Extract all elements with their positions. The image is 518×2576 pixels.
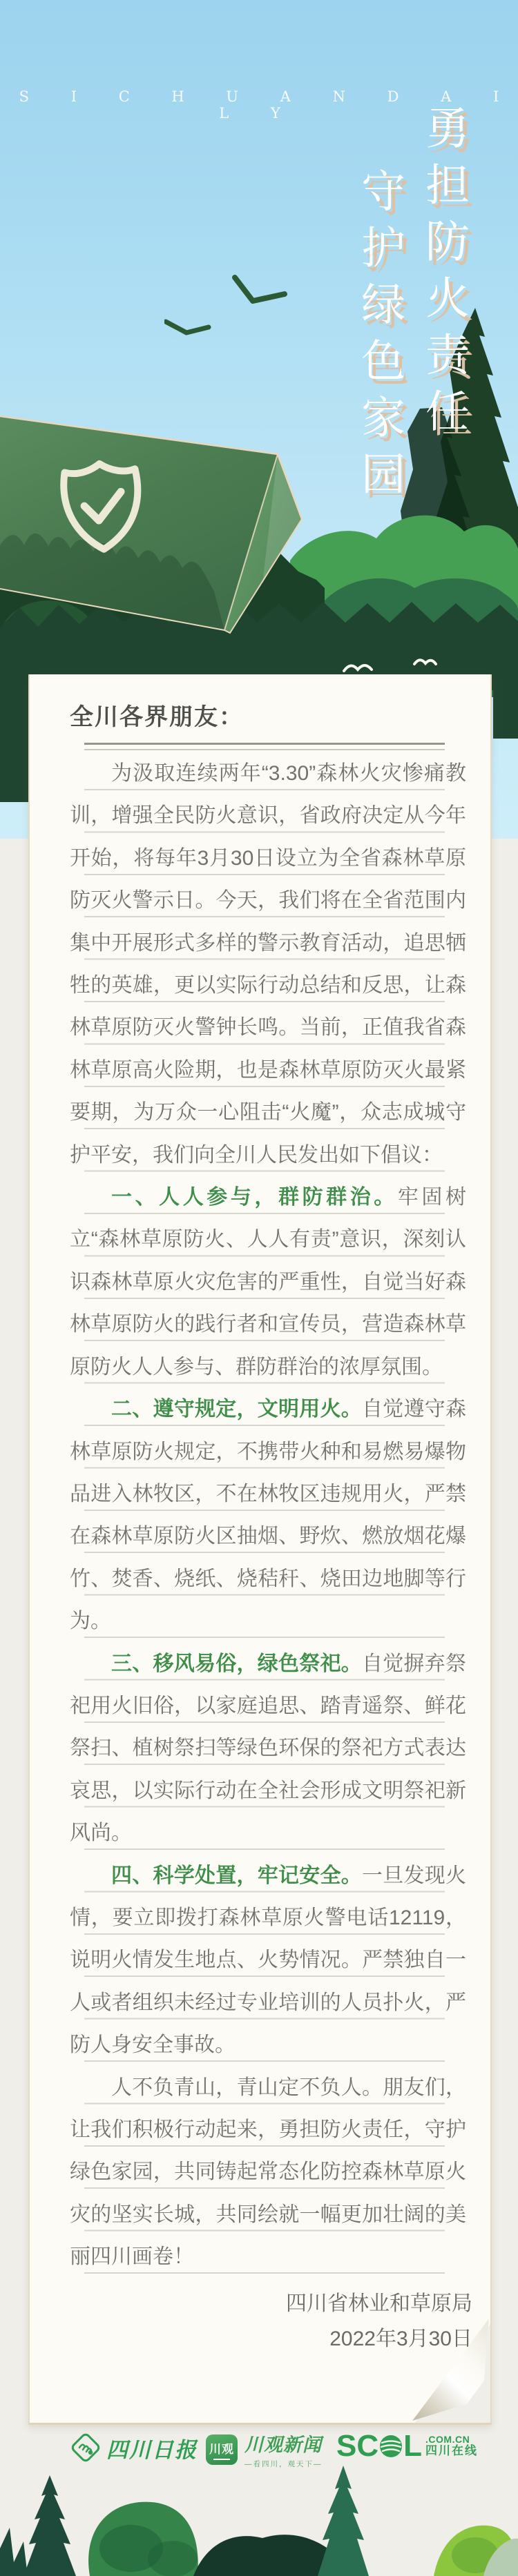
scol-cn-name: 四川在线 xyxy=(425,2444,479,2458)
chuanguan-news-logo xyxy=(206,2430,323,2469)
footer-logo-row xyxy=(0,2428,518,2470)
chuanguan-app-icon: 川观 xyxy=(206,2434,238,2465)
letter-paragraph: 人不负青山，青山定不负人。朋友们，让我们积极行动起来，勇担防火责任，守护绿色家园，共同铸起常态化防控森林草原火灾的坚实长城，共同绘就一幅更加壮阔的美丽四川画卷！ xyxy=(70,2076,466,2269)
salutation-divider xyxy=(84,743,445,750)
letter-salutation: 全川各界朋友： xyxy=(70,704,244,730)
masthead-brand: S I C H U A N D A I L Y xyxy=(19,88,518,121)
letter-paragraph: 为汲取连续两年“3.30”森林火灾惨痛教训，增强全民防火意识，省政府决定从今年开始，将每年3月30日设立为全省森林草原防灭火警示日。今天，我们将在全省范围内集中开展形式多样的警示教育活动，追思牺牲的英雄，更以实际行动总结和反思，让森林草原防灭火警钟长鸣。当前，正值我省森林草原高火险期，也是森林草原防灭火最紧要期，为万众一心阻击“火魔”，众志成城守护平安，我们向全川人民发出如下倡议： xyxy=(70,762,466,1167)
envelope-illustration xyxy=(0,411,318,714)
sichuan-daily-wordmark: 四川日报 xyxy=(106,2437,198,2463)
globe-icon xyxy=(379,2434,403,2458)
letter-paragraph: 一、人人参与，群防群治。牢固树立“森林草原防火、人人有责”意识，深刻认识森林草原火灾危害的严重性，自觉当好森林草原防火的践行者和宣传员，营造森林草原防火人人参与、群防群治的浓厚氛围。 xyxy=(70,1186,467,1378)
scol-wordmark: SC L xyxy=(336,2429,423,2463)
chuanguan-news-wordmark: 川观新闻 xyxy=(244,2434,322,2456)
chuanguan-news-tagline: —看四川，观天下— xyxy=(244,2460,323,2468)
letter-paragraph: 三、移风易俗，绿色祭祀。自觉摒弃祭祀用火旧俗，以家庭追思、踏青遥祭、鲜花祭扫、植树祭扫等绿色环保的祭祀方式表达哀思，以实际行动在全社会形成文明祭祀新风尚。 xyxy=(70,1652,466,1845)
flying-birds-icon xyxy=(164,273,289,339)
open-letter-paper xyxy=(28,674,492,2425)
poster-title-line-1: 勇担防火责任 xyxy=(418,105,469,445)
poster-title-line-2: 守护绿色家园 xyxy=(354,168,405,507)
page-curl xyxy=(412,2318,490,2423)
sichuan-daily-logo xyxy=(69,2431,198,2464)
sichuan-daily-emblem-icon xyxy=(69,2431,102,2464)
signature-date: 2022年3月30日 xyxy=(329,2328,472,2350)
scol-logo xyxy=(336,2431,478,2461)
scol-domain: .COM.CN xyxy=(425,2433,470,2445)
forest-illustration-bottom xyxy=(0,2466,518,2576)
letter-body xyxy=(70,752,466,2279)
letter-paragraph: 二、遵守规定，文明用火。自觉遵守森林草原防火规定，不携带火种和易燃易爆物品进入林牧区，不在林牧区违规用火，严禁在森林草原防火区抽烟、野炊、燃放烟花爆竹、焚香、烧纸、烧秸秆、烧田边地脚等行为。 xyxy=(70,1398,466,1633)
signature-org: 四川省林业和草原局 xyxy=(286,2292,472,2315)
letter-paragraph: 四、科学处置，牢记安全。一旦发现火情，要立即拨打森林草原火警电话12119，说明火情发生地点、火势情况。严禁独自一人或者组织未经过专业培训的人员扑火，严防人身安全事故。 xyxy=(70,1864,466,2057)
